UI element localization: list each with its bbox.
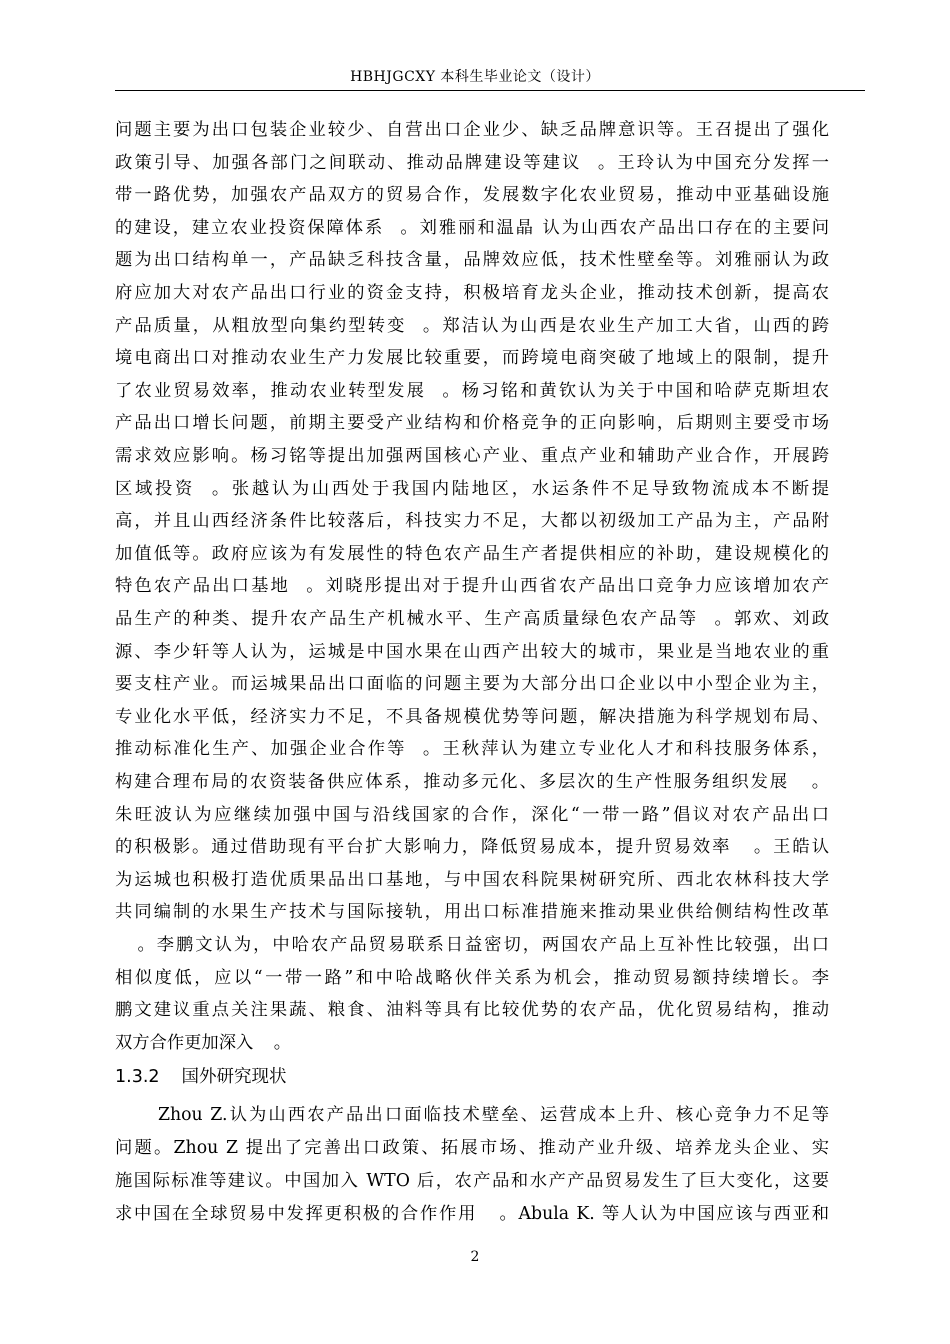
line-text: 专业化水平低，经济实力不足，不具备规模优势等问题，解决措施为科学规划布局、 [115, 706, 829, 727]
line-text: 朱旺波认为应继续加强中国与沿线国家的合作，深化“一带一路”倡议对农产品出口 [115, 804, 829, 825]
line-text-tail: 。 [273, 1032, 292, 1053]
line-text: 带一路优势，加强农产品双方的贸易合作，发展数字化农业贸易，推动中亚基础设施 [115, 185, 829, 206]
text-line [115, 635, 829, 669]
text-line [115, 243, 829, 277]
text-line [115, 341, 829, 375]
text-line [115, 178, 829, 212]
line-text-tail: 。王皓认 [751, 837, 829, 858]
line-text: 了农业贸易效率，推动农业转型发展 [115, 380, 427, 401]
text-line [115, 1131, 829, 1165]
line-text-tail: 。 [809, 772, 829, 792]
line-text: 产品出口增长问题，前期主要受产业结构和价格竞争的正向影响，后期则主要受市场 [115, 413, 829, 434]
line-text: 要支柱产业。而运城果品出口面临的问题主要为大部分出口企业以中小型企业为主， [115, 674, 829, 695]
line-text-tail: 。刘雅丽和温晶 认为山西农产品出口存在的主要问 [398, 217, 829, 238]
citation-ref [115, 928, 136, 929]
citation-ref [290, 569, 304, 570]
line-text: 需求效应影响。杨习铭等提出加强两国核心产业、重点产业和辅助产业合作，开展跨 [115, 446, 829, 466]
text-line [115, 667, 829, 701]
text-line [115, 406, 829, 440]
line-text-tail: 。郑洁认为山西是农业生产加工大省，山西的跨 [420, 315, 829, 336]
line-text: 区域投资 [115, 478, 195, 499]
line-text: 推动标准化生产、加强企业合作等 [115, 739, 407, 760]
line-text: 境电商出口对推动农业生产力发展比较重要，而跨境电商突破了地域上的限制，提升 [115, 348, 829, 369]
citation-ref [407, 309, 421, 310]
text-line [115, 276, 829, 310]
line-text: 产品质量，从粗放型向集约型转变 [115, 315, 407, 336]
line-text: 加值低等。政府应该为有发展性的特色农产品生产者提供相应的补助，建设规模化的 [115, 543, 829, 564]
line-text-tail: 。Abula K. 等人认为中国应该与西亚和 [497, 1204, 829, 1224]
citation-ref [698, 602, 712, 603]
line-text: 构建合理布局的农资装备供应体系，推动多元化、多层次的生产性服务组织发展 [115, 772, 790, 792]
text-line [115, 1197, 829, 1231]
line-text: 的积极影。通过借助现有平台扩大影响力，降低贸易成本，提升贸易效率 [115, 837, 732, 858]
citation-ref [477, 1197, 498, 1198]
line-text: 源、李少轩等人认为，运城是中国水果在山西产出较大的城市，果业是当地农业的重 [115, 641, 829, 662]
section-title: 国外研究现状 [181, 1067, 287, 1087]
line-text: 鹏文建议重点关注果蔬、粮食、油料等具有比较优势的农产品，优化贸易结构，推动 [115, 1000, 829, 1021]
line-text: 府应加大对农产品出口行业的资金支持，积极培育龙头企业，推动技术创新，提高农 [115, 283, 829, 303]
text-line [115, 961, 829, 995]
text-line [115, 732, 829, 766]
text-line [115, 472, 829, 506]
line-text: 政策引导、加强各部门之间联动、推动品牌建设等建议 [115, 152, 582, 173]
header-rule [115, 90, 865, 91]
text-line [115, 309, 829, 343]
text-line [158, 1098, 829, 1132]
line-text-tail: 。张越认为山西处于我国内陆地区，水运条件不足导致物流成本不断提 [209, 478, 829, 499]
citation-ref [582, 146, 596, 147]
line-text: 双方合作更加深入 [115, 1032, 254, 1053]
citation-ref [253, 1026, 274, 1027]
text-line [115, 504, 829, 538]
line-text: 为运城也积极打造优质果品出口基地，与中国农科院果树研究所、西北农林科技大学 [115, 869, 829, 890]
citation-ref [731, 830, 752, 831]
line-text: 特色农产品出口基地 [115, 576, 290, 597]
text-line [115, 928, 829, 962]
text-line [115, 993, 829, 1027]
text-line [115, 1026, 829, 1060]
page-header-title: HBHJGCXY 本科生毕业论文（设计） [350, 69, 600, 85]
line-text: 高，并且山西经济条件比较落后，科技实力不足，大都以初级加工产品为主，产品附 [115, 511, 829, 532]
citation-ref [407, 732, 421, 733]
line-text-tail: 。郭欢、刘政 [712, 609, 829, 629]
line-text: Zhou Z.认为山西农产品出口面临技术壁垒、运营成本上升、核心竞争力不足等 [158, 1105, 829, 1125]
text-line [115, 700, 829, 734]
text-line [115, 569, 829, 603]
line-text-tail: 。刘晓彤提出对于提升山西省农产品出口竞争力应该增加农产 [304, 576, 829, 597]
line-text: 问题主要为出口包装企业较少、自营出口企业少、缺乏品牌意识等。王召提出了强化 [115, 120, 829, 140]
line-text: 品生产的种类、提升农产品生产机械水平、生产高质量绿色农产品等 [115, 609, 699, 629]
line-text: 题为出口结构单一，产品缺乏科技含量，品牌效应低，技术性壁垒等。刘雅丽认为政 [115, 250, 829, 271]
line-text-tail: 。王玲认为中国充分发挥一 [595, 152, 829, 173]
text-line [115, 798, 829, 832]
text-line [115, 863, 829, 897]
text-line [115, 830, 829, 864]
citation-ref [195, 472, 209, 473]
line-text: 的建设，建立农业投资保障体系 [115, 217, 385, 238]
line-text-tail: 。王秋萍认为建立专业化人才和科技服务体系， [420, 739, 829, 760]
line-text: 共同编制的水果生产技术与国际接轨，用出口标准措施来推动果业供给侧结构性改革 [115, 902, 829, 923]
line-text: 相似度低，应以“一带一路”和中哈战略伙伴关系为机会，推动贸易额持续增长。李 [115, 967, 829, 988]
line-text: 求中国在全球贸易中发挥更积极的合作作用 [115, 1204, 478, 1224]
text-line [115, 537, 829, 571]
text-line [115, 439, 829, 473]
text-line [115, 765, 829, 799]
page-number: 2 [470, 1249, 480, 1265]
text-line [115, 113, 829, 147]
citation-ref [426, 374, 440, 375]
text-line [115, 211, 829, 245]
line-text-tail: 。李鹏文认为，中哈农产品贸易联系日益密切，两国农产品上互补性比较强，出口 [135, 935, 829, 955]
section-heading [115, 1060, 287, 1094]
text-line [115, 602, 829, 636]
text-line [115, 374, 829, 408]
line-text-tail: 。杨习铭和黄钦认为关于中国和哈萨克斯坦农 [440, 380, 829, 401]
citation-ref [384, 211, 398, 212]
line-text: 施国际标准等建议。中国加入 WTO 后，农产品和水产产品贸易发生了巨大变化，这要 [115, 1171, 829, 1191]
line-text: 问题。Zhou Z 提出了完善出口政策、拓展市场、推动产业升级、培养龙头企业、实 [115, 1138, 829, 1158]
text-line [115, 146, 829, 180]
section-number: 1.3.2 [115, 1067, 160, 1087]
citation-ref [789, 765, 810, 766]
text-line [115, 895, 829, 929]
text-line [115, 1164, 829, 1198]
